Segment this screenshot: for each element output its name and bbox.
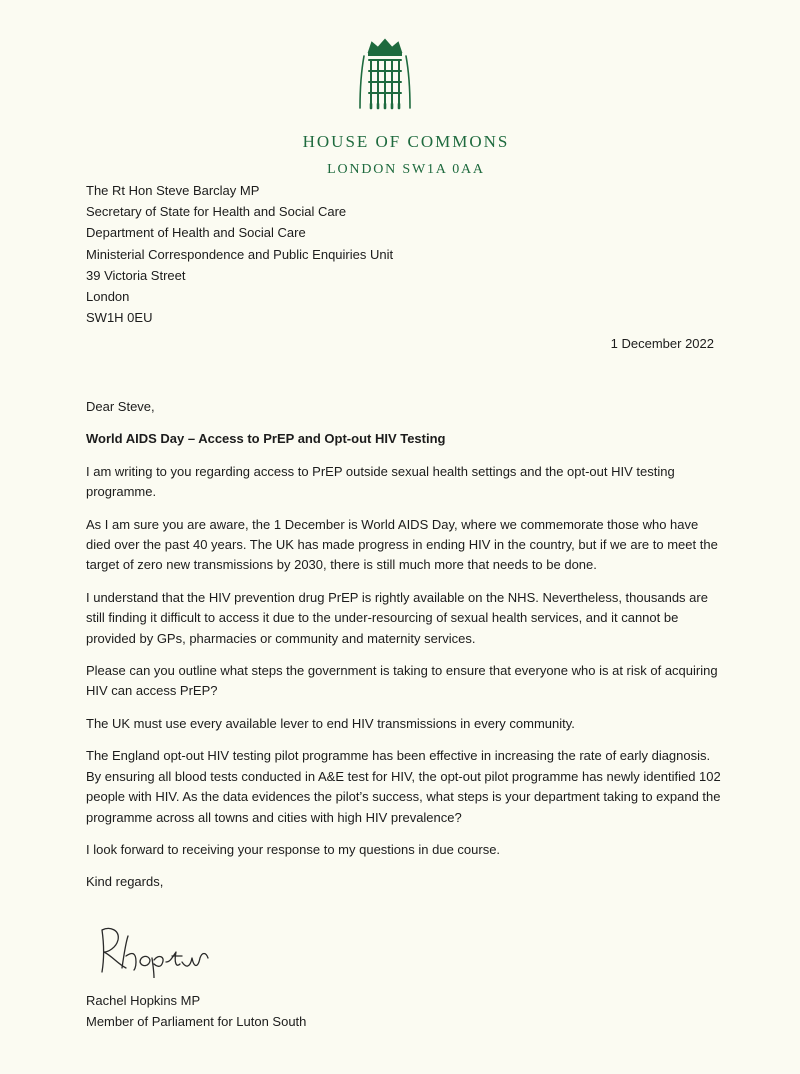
body-paragraph: I understand that the HIV prevention drug PrEP is rightly available on the NHS. Nevertheless, thousands are still finding it difficult to access it due to the under-resourcing of sexual health services, and it cannot be provided by GPs, pharmacies or community and maternity services. [86, 589, 708, 646]
recipient-line: The Rt Hon Steve Barclay MP [86, 183, 260, 198]
letter-body [86, 397, 726, 905]
recipient-line: Secretary of State for Health and Social Care [86, 204, 347, 220]
salutation: Dear Steve, [86, 399, 155, 414]
recipient-line: 39 Victoria Street [86, 267, 186, 283]
body-paragraph: As I am sure you are aware, the 1 December is World AIDS Day, where we commemorate those who have died over the past 40 years. The UK has made progress in ending HIV in the country, but if we are to meet the target of zero new transmissions by 2030, there is still much more that needs to be done. [86, 516, 718, 573]
recipient-address [86, 180, 393, 328]
signer-block [86, 990, 306, 1032]
body-paragraph: I am writing to you regarding access to PrEP outside sexual health settings and the opt-out HIV testing programme. [86, 463, 675, 500]
body-paragraph: The UK must use every available lever to end HIV transmissions in every community. [86, 715, 575, 731]
signature [92, 922, 217, 978]
signer-title: Member of Parliament for Luton South [86, 1014, 307, 1029]
recipient-line: London [86, 289, 130, 305]
portcullis-crest-icon [355, 38, 415, 114]
institution-name: HOUSE OF COMMONS [302, 132, 510, 151]
letter-date: 1 December 2022 [610, 336, 714, 351]
recipient-line: SW1H 0EU [86, 310, 153, 326]
recipient-line: Department of Health and Social Care [86, 225, 306, 241]
body-paragraph: I look forward to receiving your response to my questions in due course. [86, 841, 501, 857]
body-paragraph: Please can you outline what steps the government is taking to ensure that everyone who is at risk of acquiring HIV can access PrEP? [86, 663, 718, 699]
closing: Kind regards, [86, 874, 164, 890]
signer-name: Rachel Hopkins MP [86, 993, 201, 1008]
body-paragraph: The England opt-out HIV testing pilot programme has been effective in increasing the rate of early diagnosis. By ensuring all blood tests conducted in A&E test for HIV, the opt-out pilot programme has newly identified 102 people with HIV. As the data evidences the pilot’s success, what steps is your department taking to expand the programme across all towns and cities with high HIV prevalence? [86, 748, 721, 825]
institution-address: LONDON SW1A 0AA [327, 162, 485, 177]
subject-line: World AIDS Day – Access to PrEP and Opt-out HIV Testing [86, 431, 446, 447]
recipient-line: Ministerial Correspondence and Public Enquiries Unit [86, 246, 394, 262]
